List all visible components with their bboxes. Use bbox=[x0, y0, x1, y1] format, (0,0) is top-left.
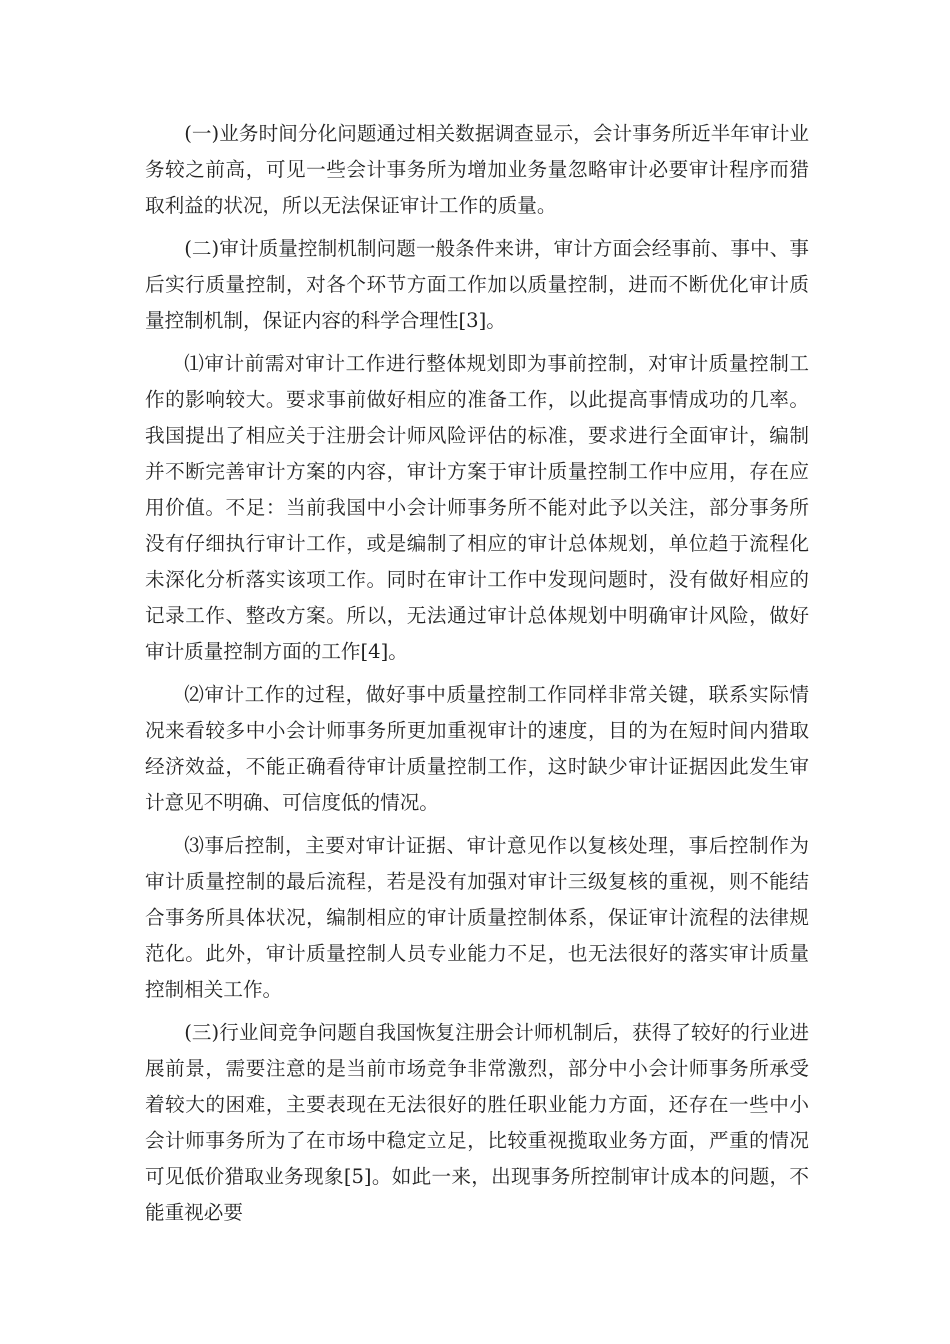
paragraph-quality-control-mechanism: (二)审计质量控制机制问题一般条件来讲，审计方面会经事前、事中、事后实行质量控制，对各个环节方面工作加以质量控制，进而不断优化审计质量控制机制，保证内容的科学合理性[3]。 bbox=[145, 237, 809, 332]
paragraph-in-process-control: ⑵审计工作的过程，做好事中质量控制工作同样非常关键，联系实际情况来看较多中小会计师事务所更加重视审计的速度，目的为在短时间内猎取经济效益，不能正确看待审计质量控制工作，这时缺少审计证据因此发生审计意见不明确、可信度低的情况。 bbox=[145, 683, 809, 814]
document-body bbox=[145, 116, 809, 1238]
paragraph-industry-competition: (三)行业间竞争问题自我国恢复注册会计师机制后，获得了较好的行业进展前景，需要注意的是当前市场竞争非常激烈，部分中小会计师事务所承受着较大的困难，主要表现在无法很好的胜任职业能力方面，还存在一些中小会计师事务所为了在市场中稳定立足，比较重视揽取业务方面，严重的情况可见低价猎取业务现象[5]。如此一来，出现事务所控制审计成本的问题，不能重视必要 bbox=[145, 1021, 809, 1224]
paragraph-pre-audit-control: ⑴审计前需对审计工作进行整体规划即为事前控制，对审计质量控制工作的影响较大。要求事前做好相应的准备工作，以此提高事情成功的几率。我国提出了相应关于注册会计师风险评估的标准，要求进行全面审计，编制并不断完善审计方案的内容，审计方案于审计质量控制工作中应用，存在应用价值。不足：当前我国中小会计师事务所不能对此予以关注，部分事务所没有仔细执行审计工作，或是编制了相应的审计总体规划，单位趋于流程化未深化分析落实该项工作。同时在审计工作中发现问题时，没有做好相应的记录工作、整改方案。所以，无法通过审计总体规划中明确审计风险，做好审计质量控制方面的工作[4]。 bbox=[145, 352, 809, 663]
paragraph-business-time-differentiation: (一)业务时间分化问题通过相关数据调查显示，会计事务所近半年审计业务较之前高，可见一些会计事务所为增加业务量忽略审计必要审计程序而猎取利益的状况，所以无法保证审计工作的质量。 bbox=[145, 122, 809, 217]
paragraph-post-audit-control: ⑶事后控制，主要对审计证据、审计意见作以复核处理，事后控制作为审计质量控制的最后流程，若是没有加强对审计三级复核的重视，则不能结合事务所具体状况，编制相应的审计质量控制体系，保证审计流程的法律规范化。此外，审计质量控制人员专业能力不足，也无法很好的落实审计质量控制相关工作。 bbox=[145, 834, 809, 1001]
